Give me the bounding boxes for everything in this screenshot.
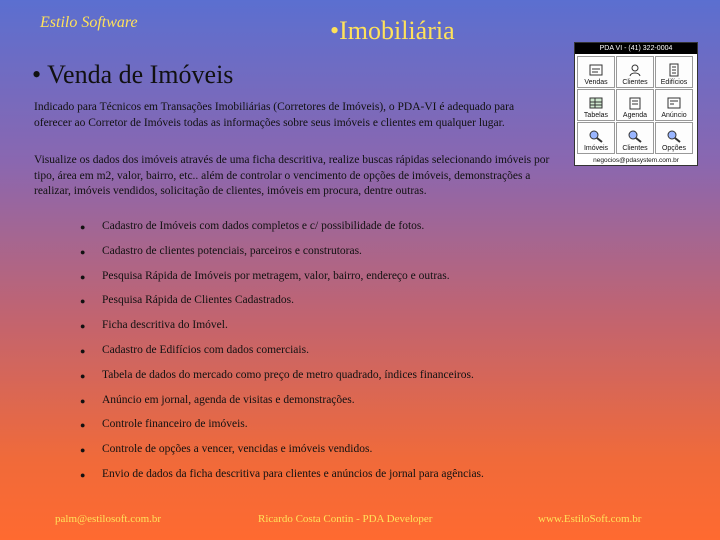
pda-screenshot: [574, 42, 698, 166]
agenda-icon: [627, 96, 643, 110]
footer-author: Ricardo Costa Contin - PDA Developer: [258, 513, 433, 525]
magnifier-icon: [588, 129, 604, 143]
footer-website: www.EstiloSoft.com.br: [538, 513, 642, 525]
pda-tabelas-button[interactable]: [577, 89, 615, 121]
pda-button-label: Imóveis: [583, 145, 609, 152]
feature-text: Tabela de dados do mercado como preço de metro quadrado, índices financeiros.: [102, 368, 474, 381]
feature-text: Cadastro de Imóveis com dados completos e c/ possibilidade de fotos.: [102, 220, 425, 232]
pda-button-label: Vendas: [584, 79, 608, 86]
bullet-icon: ●: [80, 345, 86, 356]
bullet-icon: ●: [80, 395, 86, 406]
bullet-icon: ●: [80, 420, 86, 431]
bullet-icon: ●: [80, 445, 86, 456]
table-icon: [588, 96, 604, 110]
pda-button-label: Anúncio: [661, 112, 687, 119]
feature-text: Envio de dados da ficha descritiva para clientes e anúncios de jornal para agências.: [102, 467, 484, 480]
feature-text: Controle de opções a vencer, vencidas e imóveis vendidos.: [102, 443, 373, 456]
feature-text: Pesquisa Rápida de Clientes Cadastrados.: [102, 294, 294, 307]
pda-button-label: Opções: [661, 145, 687, 152]
pda-imoveis-button[interactable]: [577, 122, 615, 154]
feature-text: Cadastro de Edifícios com dados comerciais.: [102, 343, 309, 356]
feature-text: Controle financeiro de imóveis.: [102, 418, 248, 431]
pda-button-label: Agenda: [622, 112, 648, 119]
list-item: [80, 245, 484, 270]
pda-anuncio-button[interactable]: [655, 89, 693, 121]
pda-button-label: Tabelas: [583, 112, 609, 119]
slide-title: •Imobiliária: [330, 16, 455, 45]
feature-text: Pesquisa Rápida de Imóveis por metragem, valor, bairro, endereço e outras.: [102, 269, 450, 282]
list-item: [80, 468, 484, 493]
sales-icon: [588, 63, 604, 77]
feature-text: Anúncio em jornal, agenda de visitas e demonstrações.: [102, 393, 355, 406]
pda-button-label: Edifícios: [660, 79, 688, 86]
list-item: [80, 319, 484, 344]
pda-button-label: Clientes: [622, 145, 648, 152]
pda-button-label: Clientes: [622, 79, 648, 86]
clients-icon: [627, 63, 643, 77]
pda-vendas-button[interactable]: [577, 56, 615, 88]
list-item: [80, 418, 484, 443]
bullet-icon: ●: [80, 469, 86, 480]
list-item: [80, 270, 484, 295]
pda-email: negocios@pdasystem.com.br: [593, 157, 679, 164]
list-item: [80, 369, 484, 394]
section-heading: • Venda de Imóveis: [32, 60, 234, 89]
pda-opcoes-button[interactable]: [655, 122, 693, 154]
pda-header: PDA VI - (41) 322-0004: [575, 43, 697, 54]
ad-icon: [666, 96, 682, 110]
bullet-icon: ●: [80, 222, 86, 232]
pda-clientes-search-button[interactable]: [616, 122, 654, 154]
bullet-icon: ●: [80, 271, 86, 282]
building-icon: [666, 63, 682, 77]
bullet-icon: ●: [80, 246, 86, 257]
list-item: [80, 294, 484, 319]
feature-text: Ficha descritiva do Imóvel.: [102, 319, 228, 332]
list-item: [80, 220, 484, 245]
magnifier-icon: [666, 129, 682, 143]
list-item: [80, 443, 484, 468]
bullet-icon: ●: [80, 370, 86, 381]
list-item: [80, 344, 484, 369]
bullet-icon: ●: [80, 296, 86, 307]
details-paragraph: Visualize os dados dos imóveis através de uma ficha descritiva, realize buscas rápidas selecionando imóveis por tipo, área em m2, valor, bairro, etc.. além de controlar o vencimento de opções de imóveis, demonstrações a realizar, imóveis vendidos, solicitação de clientes, imóveis em procura, dentre outras.: [34, 154, 550, 198]
pda-button-grid: [575, 54, 697, 154]
feature-text: Cadastro de clientes potenciais, parceiros e construtoras.: [102, 244, 362, 257]
brand-label: Estilo Software: [40, 14, 138, 31]
feature-list: [80, 220, 484, 493]
intro-paragraph: Indicado para Técnicos em Transações Imobiliárias (Corretores de Imóveis), o PDA-VI é adequado para oferecer ao Corretor de Imóveis todas as informações sobre seus imóveis e clientes em qualquer lugar.: [34, 101, 515, 129]
pda-edificios-button[interactable]: [655, 56, 693, 88]
list-item: [80, 394, 484, 419]
bullet-icon: ●: [80, 321, 86, 332]
pda-clientes-button[interactable]: [616, 56, 654, 88]
footer-email: palm@estilosoft.com.br: [55, 513, 162, 525]
magnifier-icon: [627, 129, 643, 143]
pda-agenda-button[interactable]: [616, 89, 654, 121]
